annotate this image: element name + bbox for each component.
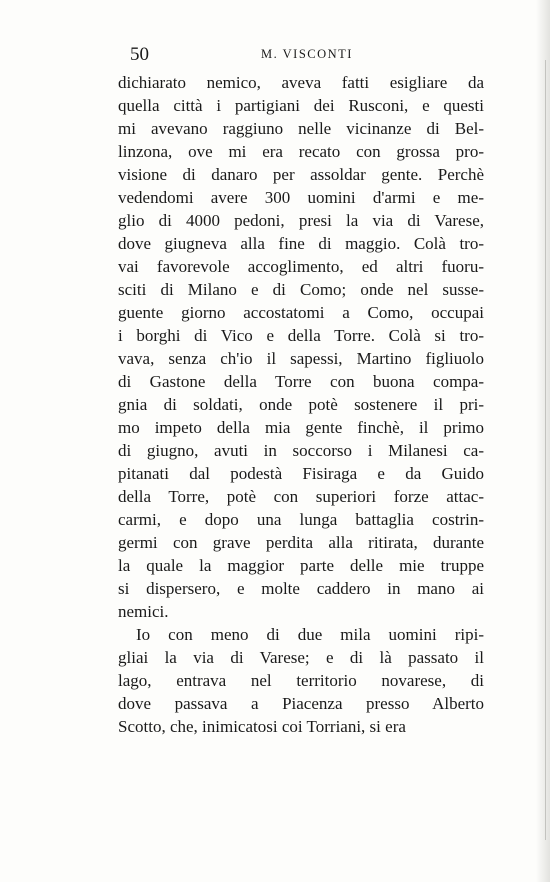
page-edge-shadow <box>536 0 550 882</box>
text-line: guente giorno accostatomi a Como, occupai <box>118 303 484 322</box>
text-line: vedendomi avere 300 uomini d'armi e me- <box>118 188 484 207</box>
text-line: lago, entrava nel territorio novarese, di <box>118 671 484 690</box>
body-text <box>118 71 484 738</box>
text-line: la quale la maggior parte delle mie truppe <box>118 556 484 575</box>
text-line: linzona, ove mi era recato con grossa pro- <box>118 142 484 161</box>
text-line: di Gastone della Torre con buona compa- <box>118 372 484 391</box>
text-line: vava, senza ch'io il sapessi, Martino figliuolo <box>118 349 484 368</box>
text-line: dove giugneva alla fine di maggio. Colà tro- <box>118 234 484 253</box>
text-line: mo impeto della mia gente finchè, il primo <box>118 418 484 437</box>
text-line: dichiarato nemico, aveva fatti esigliare da <box>118 73 484 92</box>
text-line: vai favorevole accoglimento, ed altri fuoru- <box>118 257 484 276</box>
running-head <box>130 44 484 68</box>
text-line: di giugno, avuti in soccorso i Milanesi ca- <box>118 441 484 460</box>
text-line: della Torre, potè con superiori forze attac- <box>118 487 484 506</box>
paragraph <box>118 71 484 623</box>
text-line: Scotto, che, inimicatosi coi Torriani, si era <box>118 717 406 736</box>
text-line: gliai la via di Varese; e di là passato il <box>118 648 484 667</box>
paragraph <box>118 623 484 738</box>
text-line: gnia di soldati, onde potè sostenere il pri- <box>118 395 484 414</box>
page-number: 50 <box>130 44 149 65</box>
text-line: i borghi di Vico e della Torre. Colà si tro- <box>118 326 484 345</box>
running-title: M. VISCONTI <box>261 47 353 61</box>
text-line: pitanati dal podestà Fisiraga e da Guido <box>118 464 484 483</box>
text-line: germi con grave perdita alla ritirata, durante <box>118 533 484 552</box>
text-line: sciti di Milano e di Como; onde nel susse- <box>118 280 484 299</box>
text-line: Io con meno di due mila uomini ripi- <box>136 625 484 644</box>
text-line: glio di 4000 pedoni, presi la via di Varese, <box>118 211 484 230</box>
page-edge-line <box>545 60 546 840</box>
text-line: quella città i partigiani dei Rusconi, e questi <box>118 96 484 115</box>
text-line: carmi, e dopo una lunga battaglia costrin- <box>118 510 484 529</box>
text-line: visione di danaro per assoldar gente. Perchè <box>118 165 484 184</box>
text-line: nemici. <box>118 602 169 621</box>
text-line: si dispersero, e molte caddero in mano ai <box>118 579 484 598</box>
text-line: mi avevano raggiuno nelle vicinanze di Bel- <box>118 119 484 138</box>
text-line: dove passava a Piacenza presso Alberto <box>118 694 484 713</box>
